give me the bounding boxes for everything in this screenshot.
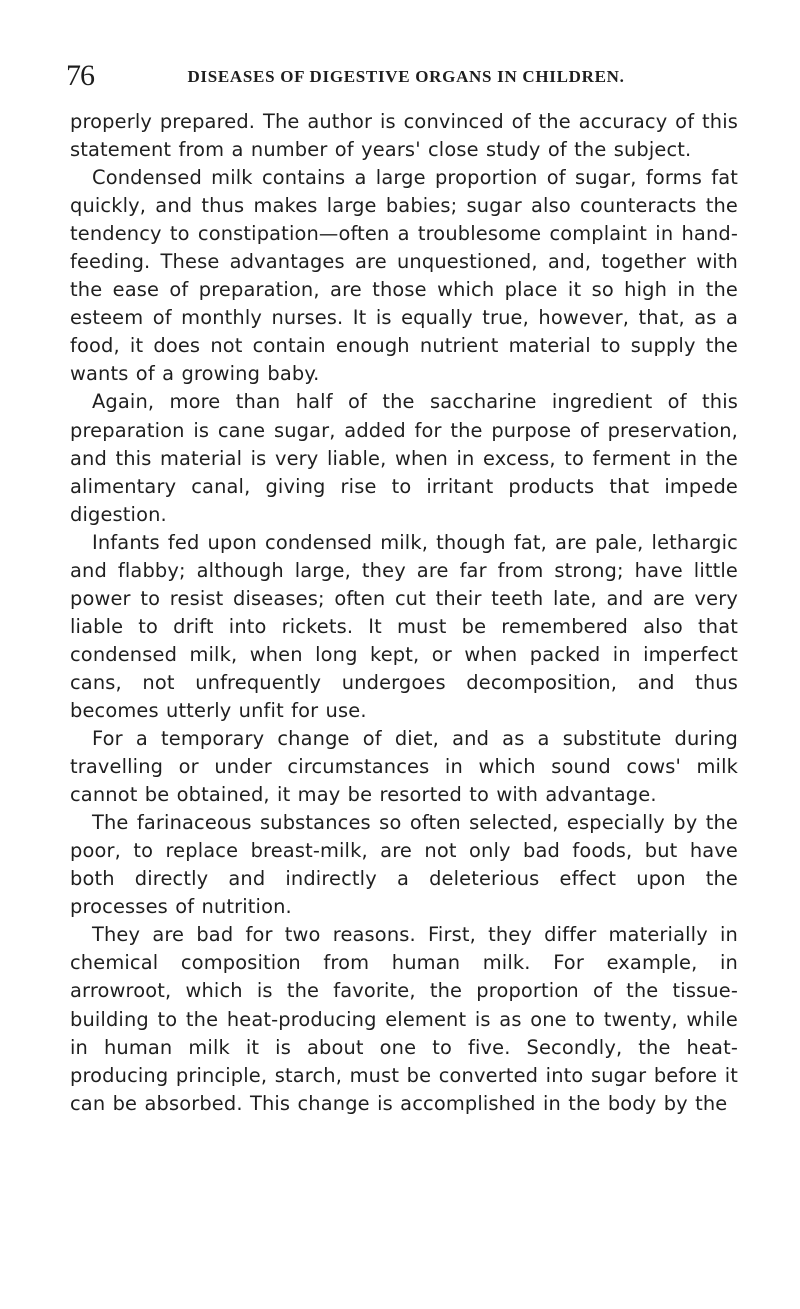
paragraph: Infants fed upon condensed milk, though fat, are pale, lethargic and flabby; although large, they are far from strong; have little power to resist diseases; often cut their teeth late, and are very liable to drift into rickets. It must be remembered also that condensed milk, when long kept, or when packed in imperfect cans, not unfrequently undergoes decomposition, and thus becomes utterly unfit for use. — [70, 530, 738, 722]
body-text — [70, 108, 738, 1118]
paragraph: properly prepared. The author is convinced of the accuracy of this statement from a number of years' close study of the subject. — [70, 110, 738, 162]
page-header — [66, 58, 746, 98]
paragraph: Condensed milk contains a large proportion of sugar, forms fat quickly, and thus makes large babies; sugar also counteracts the tendency to constipation—often a troublesome complaint in hand-feeding. These advantages are unquestioned, and, together with the ease of preparation, are those which place it so high in the esteem of monthly nurses. It is equally true, however, that, as a food, it does not contain enough nutrient material to supply the wants of a growing baby. — [70, 166, 738, 386]
page-number: 76 — [66, 59, 94, 92]
paragraph: The farinaceous substances so often selected, especially by the poor, to replace breast-milk, are not only bad foods, but have both directly and indirectly a deleterious effect upon the processes of nutrition. — [70, 811, 738, 919]
paragraph: They are bad for two reasons. First, they differ materially in chemical composition from human milk. For example, in arrowroot, which is the favorite, the proportion of the tissue-building to the heat-producing element is as one to twenty, while in human milk it is about one to five. Secondly, the heat-producing principle, starch, must be converted into sugar before it can be absorbed. This change is accomplished in the body by the — [70, 923, 738, 1115]
running-head: DISEASES OF DIGESTIVE ORGANS IN CHILDREN. — [187, 67, 625, 86]
paragraph: For a temporary change of diet, and as a substitute during travelling or under circumstances in which sound cows' milk cannot be obtained, it may be resorted to with advantage. — [70, 727, 738, 807]
paragraph: Again, more than half of the saccharine ingredient of this preparation is cane sugar, added for the purpose of preservation, and this material is very liable, when in excess, to ferment in the alimentary canal, giving rise to irritant products that impede digestion. — [70, 390, 738, 526]
